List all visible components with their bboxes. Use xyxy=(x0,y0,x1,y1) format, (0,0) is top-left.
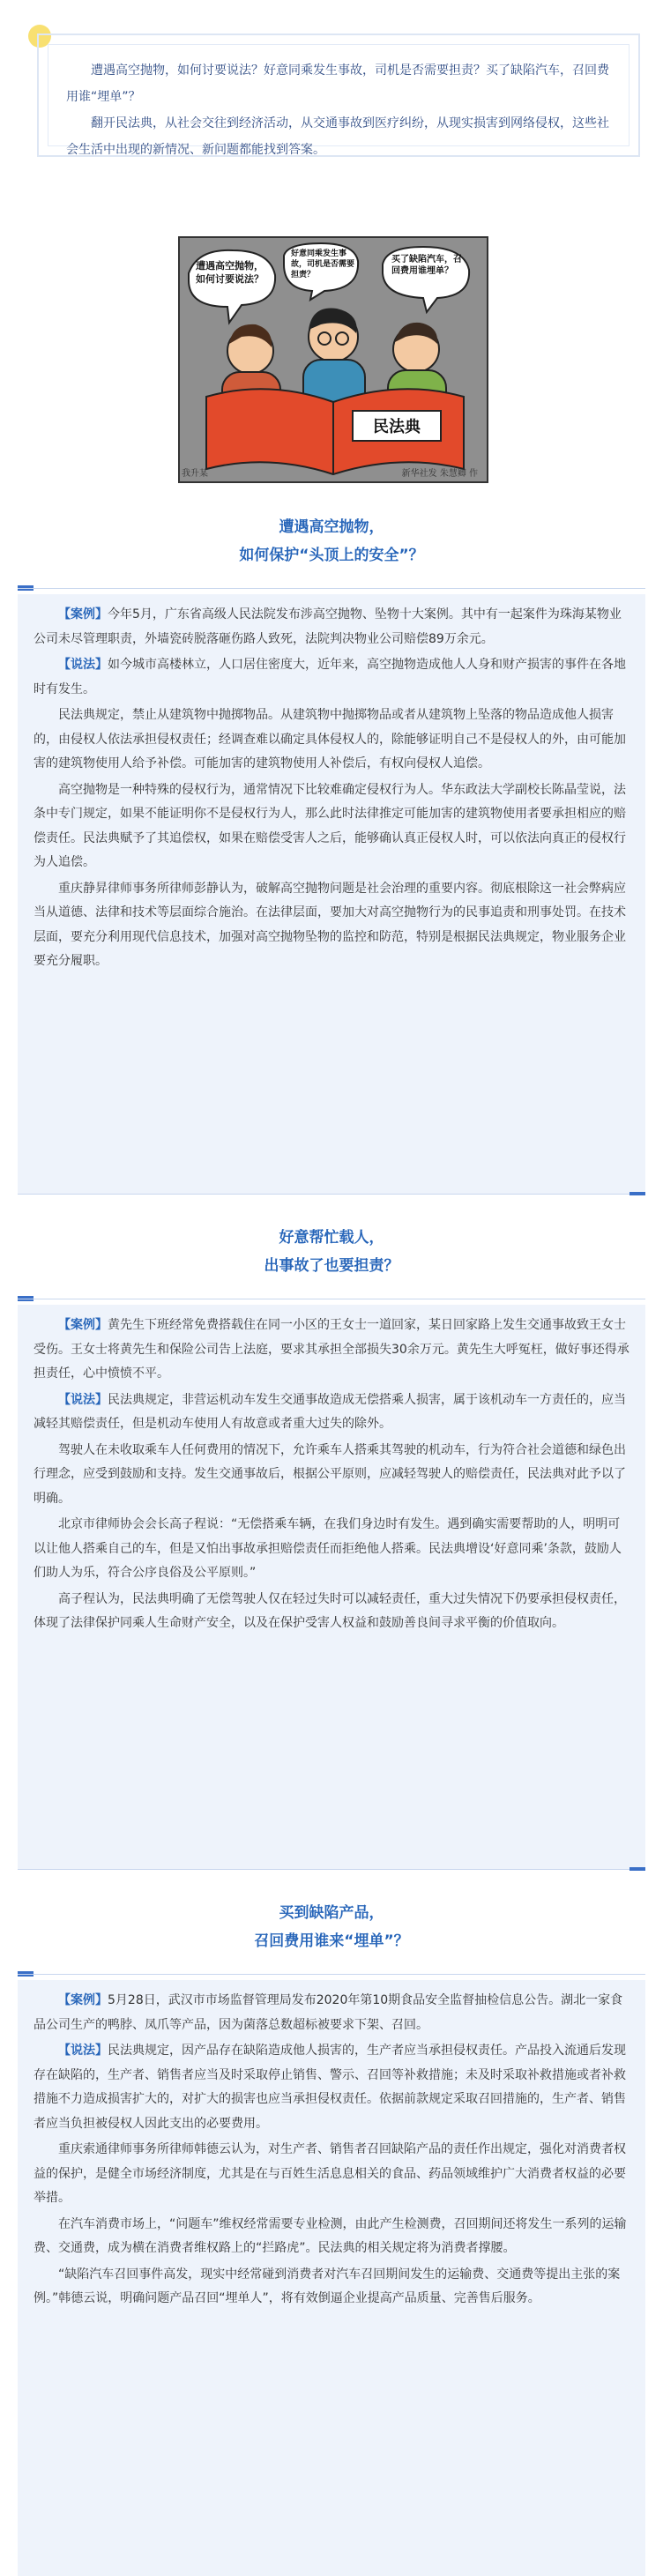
say-tag: 【说法】 xyxy=(58,2044,108,2058)
section-3-title-line-1: 买到缺陷产品， xyxy=(279,1904,384,1922)
section-3-case xyxy=(34,1989,629,2037)
cartoon-illustration xyxy=(178,236,488,483)
section-2-paragraph: 高子程认为，民法典明确了无偿驾驶人仅在轻过失时可以减轻责任，重大过失情况下仍要承担侵权责任，体现了法律保护同乘人生命财产安全，以及在保护受害人权益和鼓励善良间寻求平衡的价值取向。 xyxy=(34,1591,626,1630)
intro-inner xyxy=(48,44,629,157)
section-1-panel xyxy=(18,594,645,1194)
intro-paragraph-2: 翻开民法典，从社会交往到经济活动，从交通事故到医疗纠纷，从现实损害到网络侵权，这些社会生活中出现的新情况、新问题都能找到答案。 xyxy=(66,116,609,157)
section-1-say xyxy=(34,653,629,702)
say-text: 民法典规定，非营运机动车发生交通事故造成无偿搭乘人损害，属于该机动车一方责任的，应当减轻其赔偿责任，但是机动车使用人有故意或者重大过失的除外。 xyxy=(34,1392,626,1431)
case-text: 黄先生下班经常免费搭载住在同一小区的王女士一道回家，某日回家路上发生交通事故致王女士受伤。王女士将黄先生和保险公司告上法庭，要求其承担全部损失30余万元。黄先生大呼冤枉，做好事还得承担责任，心中愤愤不平。 xyxy=(34,1318,629,1381)
section-1-title-line-1: 遭遇高空抛物， xyxy=(279,518,384,536)
say-text: 如今城市高楼林立，人口居住密度大，近年来，高空抛物造成他人人身和财产损害的事件在各地时有发生。 xyxy=(34,658,626,696)
credit-right: 新华社发 朱慧卿 作 xyxy=(401,469,478,479)
credit-left: 我升某 xyxy=(182,469,208,479)
section-3-heading xyxy=(0,1899,663,1955)
bubble-1-text: 遭遇高空抛物，如何讨要说法？ xyxy=(196,260,264,285)
section-3-paragraph: 重庆索通律师事务所律师韩德云认为，对生产者、销售者召回缺陷产品的责任作出规定，强化对消费者权益的保护，是健全市场经济制度，尤其是在与百姓生活息息相关的食品、药品领域维护广大消费者权益的必要举措。 xyxy=(34,2142,626,2205)
book-title: 民法典 xyxy=(373,418,421,436)
section-3-paragraph: “缺陷汽车召回事件高发，现实中经常碰到消费者对汽车召回期间发生的运输费、交通费等提出主张的案例。”韩德云说，明确问题产品召回“埋单人”，将有效倒逼企业提高产品质量、完善售后服务。 xyxy=(34,2267,621,2305)
section-1-paragraph: 高空抛物是一种特殊的侵权行为，通常情况下比较难确定侵权行为人。华东政法大学副校长陈晶莹说，法条中专门规定，如果不能证明你不是侵权行为人，那么此时法律推定可能加害的建筑物使用者要承担相应的赔偿责任。民法典赋予了其追偿权，如果在赔偿受害人之后，能够确认真正侵权人时，可以依法向真正的侵权行为人追偿。 xyxy=(34,782,626,869)
section-2-paragraph: 驾驶人在未收取乘车人任何费用的情况下，允许乘车人搭乘其驾驶的机动车，行为符合社会道德和绿色出行理念，应受到鼓励和支持。发生交通事故后，根据公平原则，应减轻驾驶人的赔偿责任，民法典对此予以了明确。 xyxy=(34,1442,626,1506)
case-text: 5月28日，武汉市市场监督管理局发布2020年第10期食品安全监督抽检信息公告。湖北一家食品公司生产的鸭脖、凤爪等产品，因为菌落总数超标被要求下架、召回。 xyxy=(34,1993,623,2032)
bubble-3-text: 买了缺陷汽车，召回费用谁埋单？ xyxy=(391,255,462,276)
section-1-case xyxy=(34,603,629,651)
section-1-paragraph: 民法典规定，禁止从建筑物中抛掷物品。从建筑物中抛掷物品或者从建筑物上坠落的物品造成他人损害的，由侵权人依法承担侵权责任；经调查难以确定具体侵权人的，除能够证明自己不是侵权人的外，由可能加害的建筑物使用人给予补偿。可能加害的建筑物使用人补偿后，有权向侵权人追偿。 xyxy=(34,708,626,771)
section-2-heading xyxy=(0,1224,663,1280)
intro-frame xyxy=(37,34,640,157)
section-3-title-line-2: 召回费用谁来“埋单”？ xyxy=(254,1932,409,1950)
section-2-paragraph: 北京市律师协会会长高子程说：“无偿搭乘车辆，在我们身边时有发生。遇到确实需要帮助的人，明明可以让他人搭乘自己的车，但是又怕出事故承担赔偿责任而拒绝他人搭乘。民法典增设‘好意同乘’条款，鼓励人们助人为乐，符合公序良俗及公平原则。” xyxy=(34,1517,622,1580)
case-tag: 【案例】 xyxy=(58,1318,108,1332)
case-tag: 【案例】 xyxy=(58,607,108,622)
section-3-rule xyxy=(18,1974,645,1975)
intro-card xyxy=(37,25,654,155)
section-2-case xyxy=(34,1314,629,1387)
section-1-heading xyxy=(0,513,663,570)
say-tag: 【说法】 xyxy=(58,658,108,672)
bubble-2-text: 好意同乘发生事故，司机是否需要担责？ xyxy=(291,249,355,279)
section-2-title-line-1: 好意帮忙载人， xyxy=(279,1229,384,1247)
section-2-say xyxy=(34,1389,629,1437)
section-2-title-line-2: 出事故了也要担责？ xyxy=(264,1257,399,1275)
section-1-bottom-rule xyxy=(18,1194,645,1195)
section-2-footbar xyxy=(629,1867,645,1871)
section-3-paragraph: 在汽车消费市场上，“问题车”维权经常需要专业检测，由此产生检测费，召回期间还将发生一系列的运输费、交通费，成为横在消费者维权路上的“拦路虎”。民法典的相关规定将为消费者撑腰。 xyxy=(34,2216,627,2255)
section-2-bottom-rule xyxy=(18,1869,645,1870)
section-1-rule xyxy=(18,588,645,589)
section-1-title-line-2: 如何保护“头顶上的安全”？ xyxy=(239,547,424,564)
section-3-panel xyxy=(18,1980,645,2576)
say-text: 民法典规定，因产品存在缺陷造成他人损害的，生产者应当承担侵权责任。产品投入流通后发现存在缺陷的，生产者、销售者应当及时采取停止销售、警示、召回等补救措施；未及时采取补救措施或者补救措施不力造成损害扩大的，对扩大的损害也应当承担侵权责任。依据前款规定采取召回措施的，生产者、销售者应当负担被侵权人因此支出的必要费用。 xyxy=(34,2044,626,2131)
section-1-footbar xyxy=(629,1192,645,1195)
cartoon-svg xyxy=(180,238,487,481)
say-tag: 【说法】 xyxy=(58,1392,108,1407)
intro-paragraph-1: 遭遇高空抛物，如何讨要说法？好意同乘发生事故，司机是否需要担责？买了缺陷汽车，召回费用谁“埋单”？ xyxy=(66,63,609,104)
case-text: 今年5月，广东省高级人民法院发布涉高空抛物、坠物十大案例。其中有一起案件为珠海某物业公司未尽管理职责，外墙瓷砖脱落砸伤路人致死，法院判决物业公司赔偿89万余元。 xyxy=(34,607,622,646)
section-3-say xyxy=(34,2039,629,2136)
case-tag: 【案例】 xyxy=(58,1993,108,2007)
section-1-paragraph: 重庆静昇律师事务所律师彭静认为，破解高空抛物问题是社会治理的重要内容。彻底根除这一社会弊病应当从道德、法律和技术等层面综合施治。在法律层面，要加大对高空抛物行为的民事追责和刑事处罚。在技术层面，要充分利用现代信息技术，加强对高空抛物坠物的监控和防范，特别是根据民法典规定，物业服务企业要充分履职。 xyxy=(34,881,626,968)
section-2-panel xyxy=(18,1305,645,1869)
